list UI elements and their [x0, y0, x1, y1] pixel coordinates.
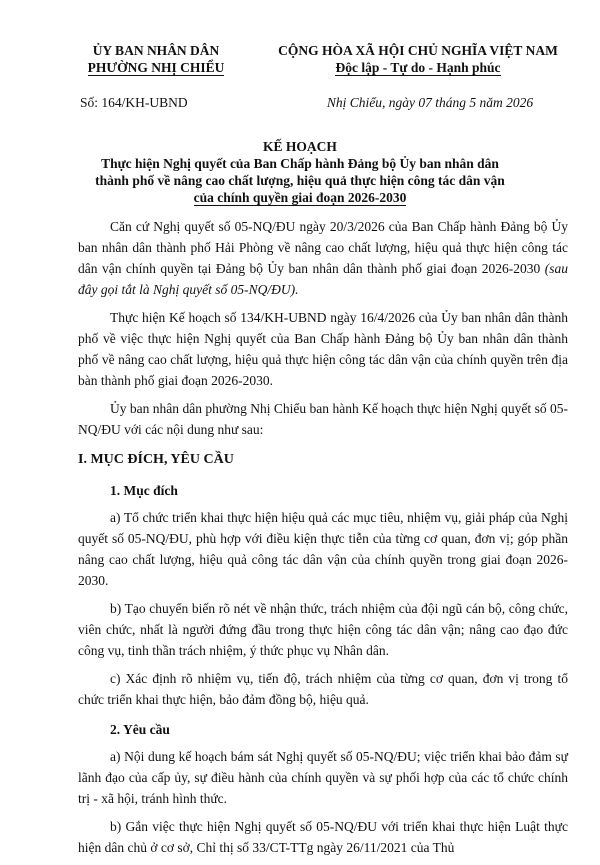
- authority-line-1: ỦY BAN NHÂN DÂN: [92, 43, 220, 58]
- motto: Độc lập - Tự do - Hạnh phúc: [335, 60, 501, 75]
- paragraph-basis-text: Căn cứ Nghị quyết số 05-NQ/ĐU ngày 20/3/2026 của Ban Chấp hành Đảng bộ Ủy ban nhân dân thành phố Hải Phòng về nâng cao chất lượng, hiệu quả thực hiện công tác dân vận chính quyền tại Đảng bộ Ủy ban nhân dân thành phố giai đoạn 2026-2030: [78, 219, 568, 276]
- purpose-item-a: a) Tổ chức triển khai thực hiện hiệu quả các mục tiêu, nhiệm vụ, giải pháp của Nghị quyết số 05-NQ/ĐU, phù hợp với điều kiện thực tiễn của từng cơ quan, đơn vị; góp phần nâng cao chất lượng, hiệu quả công tác dân vận của chính quyền trong giai đoạn 2026-2030.: [78, 510, 568, 588]
- requirement-item-b: b) Gắn việc thực hiện Nghị quyết số 05-NQ/ĐU với triển khai thực hiện Luật thực hiện dân chủ ở cơ sở, Chỉ thị số 33/CT-TTg ngày 26/11/2021 của Thủ: [78, 819, 568, 855]
- authority-line-2: PHƯỜNG NHỊ CHIỂU: [87, 60, 225, 75]
- document-title: [50, 138, 550, 206]
- paragraph-basis-note: (sau đây gọi tắt là Nghị quyết số 05-NQ/ĐU).: [78, 261, 568, 297]
- paragraph-issuance: Ủy ban nhân dân phường Nhị Chiểu ban hành Kế hoạch thực hiện Nghị quyết số 05-NQ/ĐU với các nội dung như sau:: [78, 401, 568, 437]
- national-title: [258, 42, 578, 76]
- section-heading-1: I. MỤC ĐÍCH, YÊU CẦU: [78, 452, 234, 467]
- issuing-authority: [56, 42, 256, 76]
- requirement-item-a: a) Nội dung kế hoạch bám sát Nghị quyết số 05-NQ/ĐU; việc triển khai bảo đảm sự lãnh đạo của cấp ủy, sự điều hành của chính quyền và sự phối hợp của các tổ chức chính trị - xã hội, tránh hình thức.: [78, 749, 568, 806]
- paragraph-basis: [78, 216, 568, 300]
- title-line-2: thành phố về nâng cao chất lượng, hiệu quả thực hiện công tác dân vận: [95, 173, 505, 188]
- document-date: Nhị Chiểu, ngày 07 tháng 5 năm 2026: [326, 95, 534, 110]
- document-number: Số: 164/KH-UBND: [80, 95, 188, 110]
- title-main: KẾ HOẠCH: [263, 139, 337, 154]
- purpose-item-c: c) Xác định rõ nhiệm vụ, tiến độ, trách nhiệm của từng cơ quan, đơn vị trong tổ chức triển khai thực hiện, bảo đảm đồng bộ, hiệu quả.: [78, 671, 568, 707]
- country-name: CỘNG HÒA XÃ HỘI CHỦ NGHĨA VIỆT NAM: [278, 43, 558, 58]
- title-line-3: của chính quyền giai đoạn 2026-2030: [193, 190, 407, 205]
- title-line-1: Thực hiện Nghị quyết của Ban Chấp hành Đảng bộ Ủy ban nhân dân: [101, 156, 499, 171]
- purpose-item-b: b) Tạo chuyển biến rõ nét về nhận thức, trách nhiệm của đội ngũ cán bộ, công chức, viên chức, nhất là người đứng đầu trong thực hiện công tác dân vận; nâng cao đạo đức công vụ, tinh thần trách nhiệm, ý thức phục vụ Nhân dân.: [78, 601, 568, 658]
- subsection-requirements: 2. Yêu cầu: [110, 722, 170, 737]
- paragraph-implementation: Thực hiện Kế hoạch số 134/KH-UBND ngày 16/4/2026 của Ủy ban nhân dân thành phố về việc thực hiện Nghị quyết của Ban Chấp hành Đảng bộ Ủy ban nhân dân thành phố về nâng cao chất lượng, hiệu quả thực hiện công tác dân vận của chính quyền trên địa bàn thành phố giai đoạn 2026-2030.: [78, 310, 568, 388]
- document-body: [78, 216, 568, 865]
- subsection-purpose: 1. Mục đích: [110, 483, 178, 498]
